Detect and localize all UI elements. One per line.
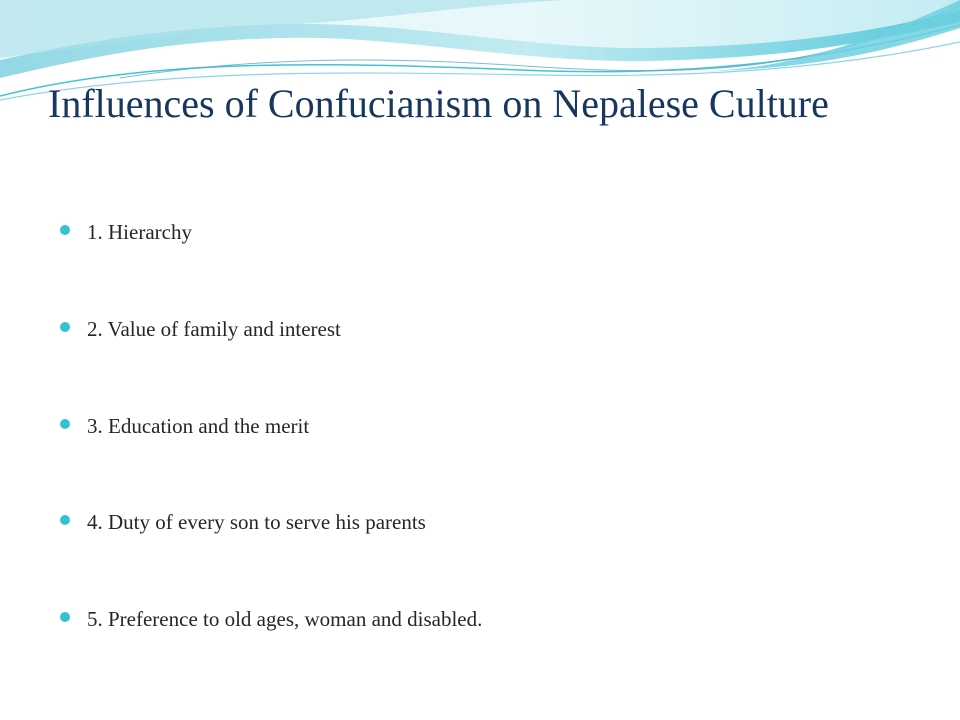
round-bullet-icon [60, 515, 70, 525]
bullet-text: 5. Preference to old ages, woman and disabled. [87, 607, 483, 631]
slide-title: Influences of Confucianism on Nepalese Culture [48, 81, 829, 126]
round-bullet-icon [60, 322, 70, 332]
bullet-text: 4. Duty of every son to serve his parents [87, 510, 426, 535]
bullet-list [56, 210, 916, 694]
bullet-text: 1. Hierarchy [87, 220, 192, 244]
bullet-item-preference [56, 597, 916, 694]
round-bullet-icon [60, 612, 70, 622]
bullet-item-hierarchy [56, 210, 916, 307]
round-bullet-icon [60, 225, 70, 235]
bullet-item-education [56, 404, 916, 501]
bullet-text: 3. Education and the merit [87, 413, 310, 438]
bullet-item-family [56, 307, 916, 404]
bullet-text: 2. Value of family and interest [87, 316, 341, 341]
bullet-item-duty [56, 500, 916, 597]
round-bullet-icon [60, 419, 70, 429]
